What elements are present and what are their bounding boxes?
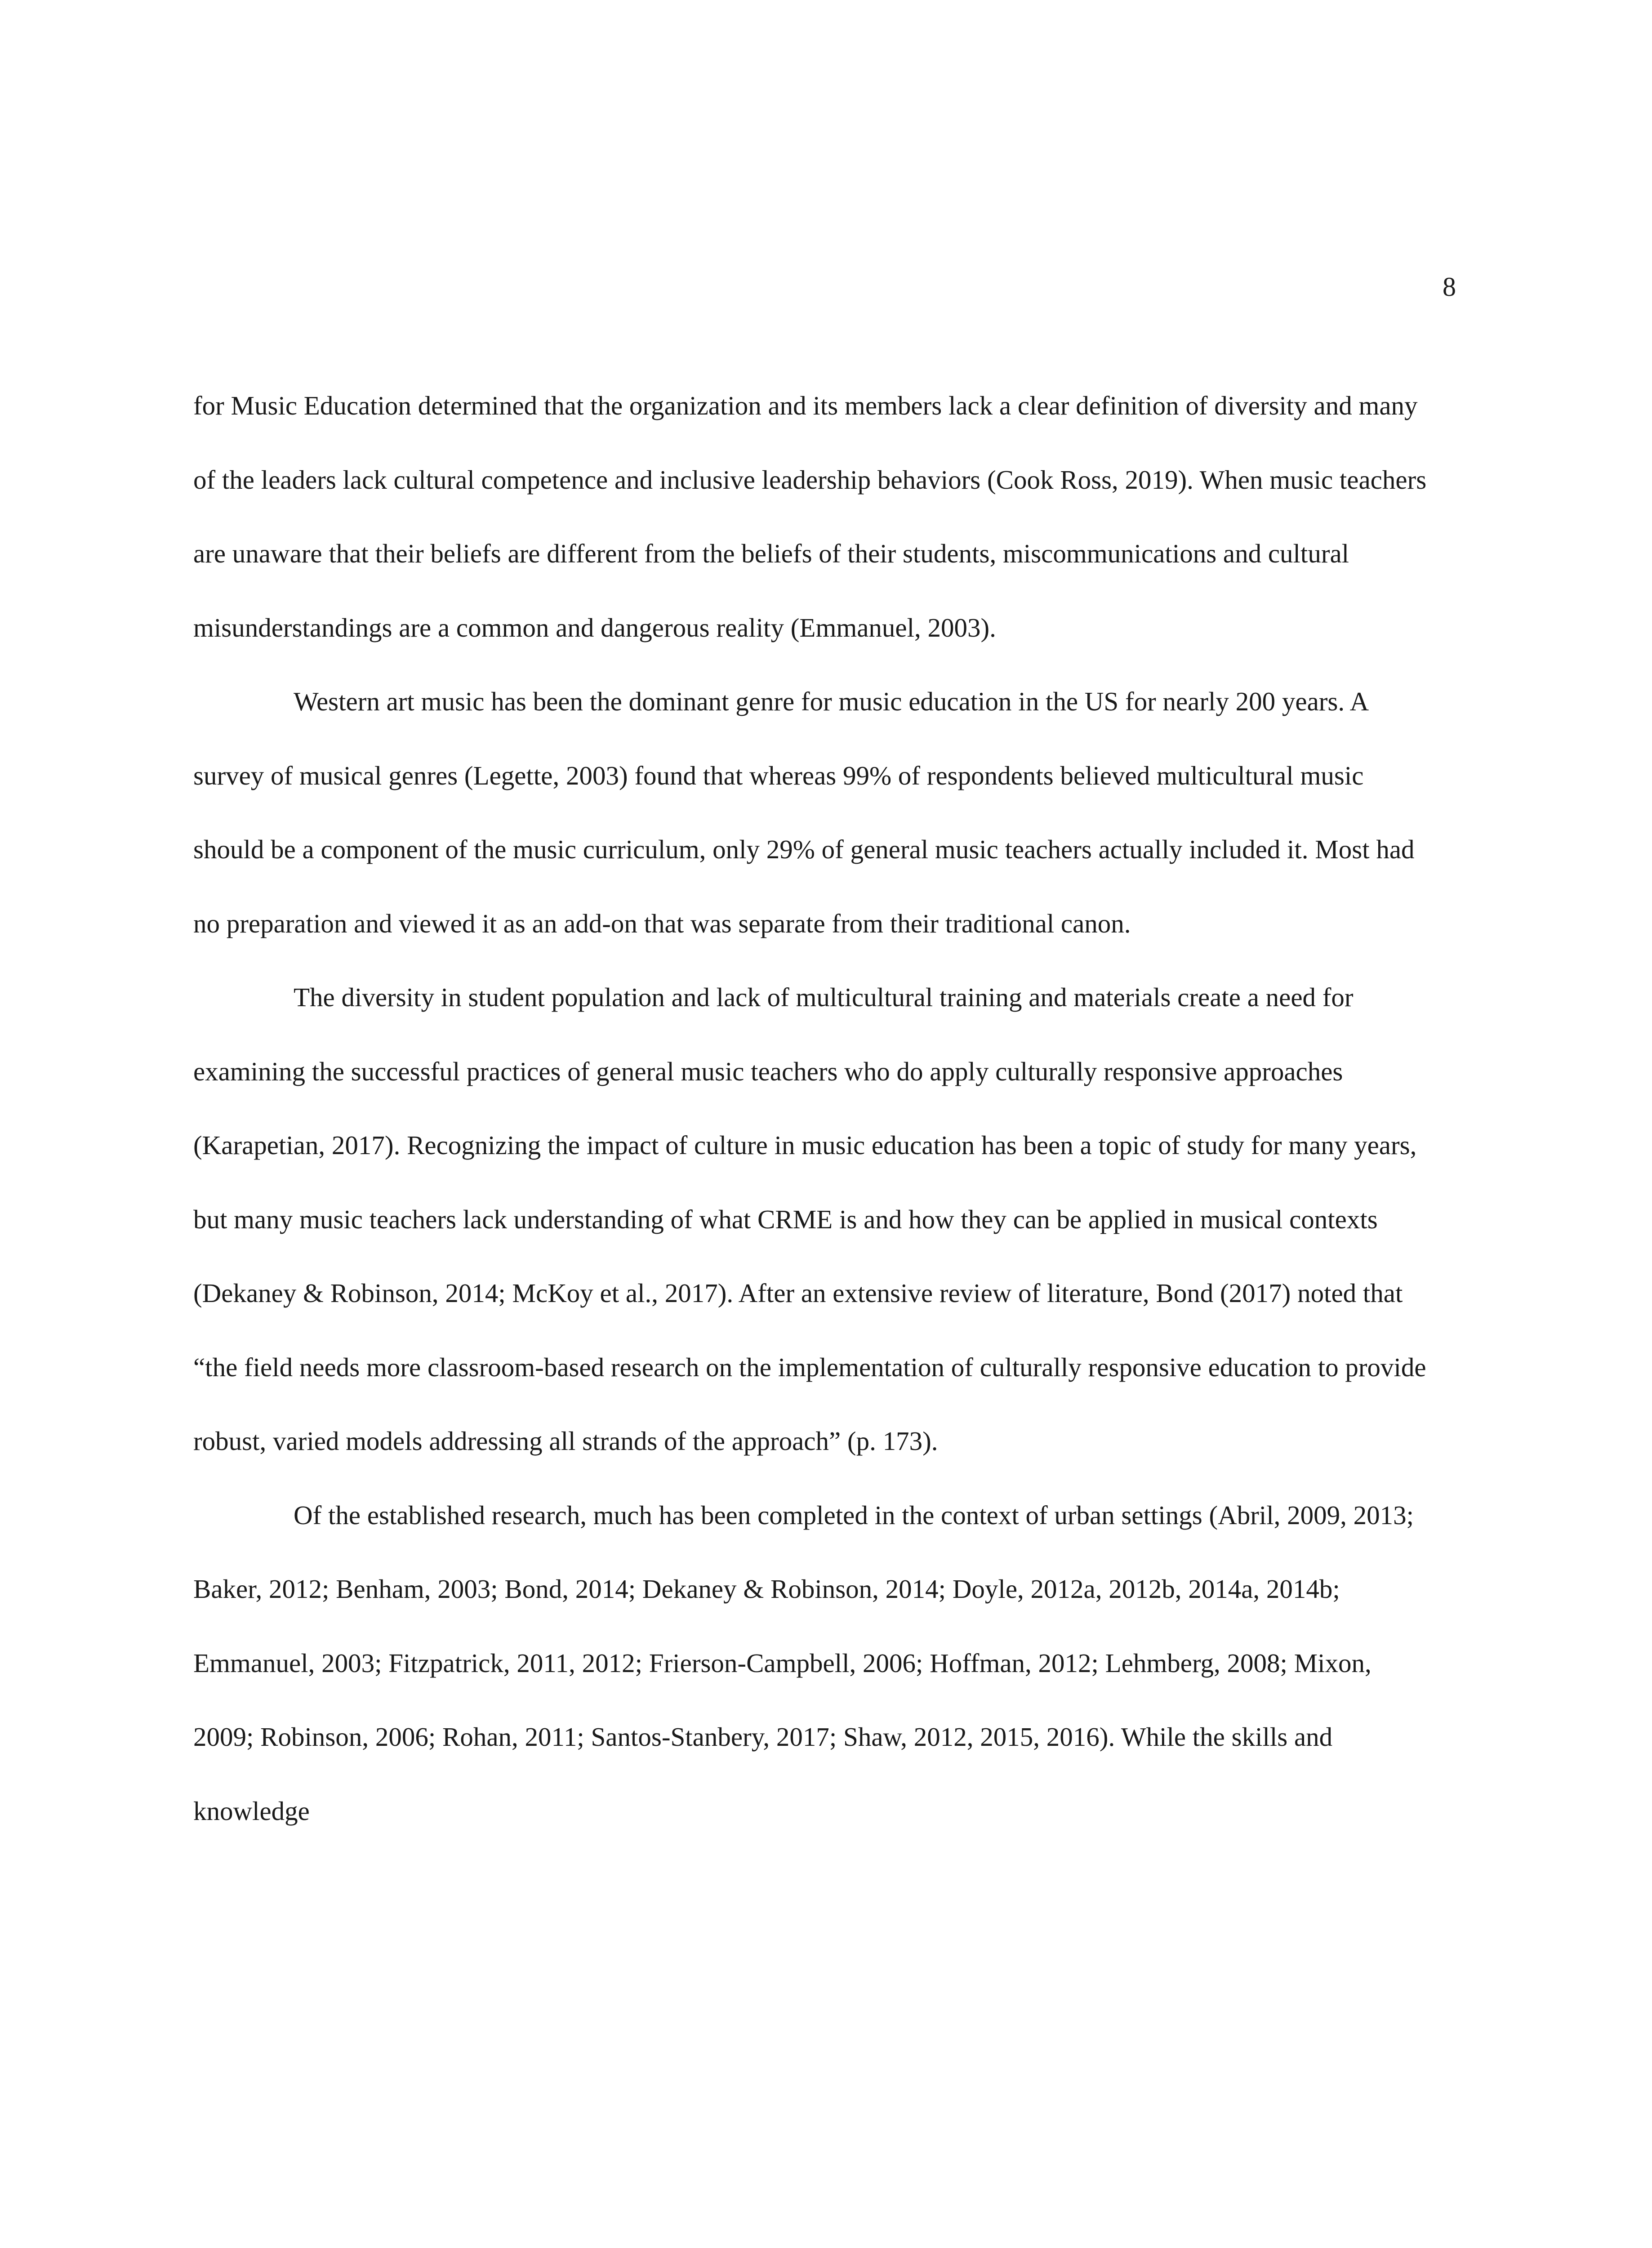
paragraph-4: Of the established research, much has been completed in the context of urban settings (Abril, 2009, 2013; Baker, 2012; Benham, 2003; Bond, 2014; Dekaney & Robinson, 2014; Doyle, 2012a, 2012b, 2014a, 2014b; Emmanuel, 2003; Fitzpatrick, 2011, 2012; Frierson-Campbell, 2006; Hoffman, 2012; Lehmberg, 2008; Mixon, 2009; Robinson, 2006; Rohan, 2011; Santos-Stanbery, 2017; Shaw, 2012, 2015, 2016). While the skills and knowledge [193,1500,1414,1826]
page-number: 8 [1443,272,1456,302]
paragraph-2: Western art music has been the dominant genre for music education in the US for nearly 200 years. A survey of musical genres (Legette, 2003) found that whereas 99% of respondents believed multicultural music should be a component of the music curriculum, only 29% of general music teachers actually included it. Most had no preparation and viewed it as an add-on that was separate from their traditional canon. [193,687,1415,938]
body-text [193,369,1432,1848]
paragraph-3: The diversity in student population and lack of multicultural training and materials create a need for examining the successful practices of general music teachers who do apply culturally responsive approaches (Karapetian, 2017). Recognizing the impact of culture in music education has been a topic of study for many years, but many music teachers lack understanding of what CRME is and how they can be applied in musical contexts (Dekaney & Robinson, 2014; McKoy et al., 2017). After an extensive review of literature, Bond (2017) noted that “the field needs more classroom-based research on the implementation of culturally responsive education to provide robust, varied models addressing all strands of the approach” (p. 173). [193,982,1426,1456]
paragraph-1: for Music Education determined that the organization and its members lack a clear definition of diversity and many of the leaders lack cultural competence and inclusive leadership behaviors (Cook Ross, 2019). When music teachers are unaware that their beliefs are different from the beliefs of their students, miscommunications and cultural misunderstandings are a common and dangerous reality (Emmanuel, 2003). [193,391,1427,642]
